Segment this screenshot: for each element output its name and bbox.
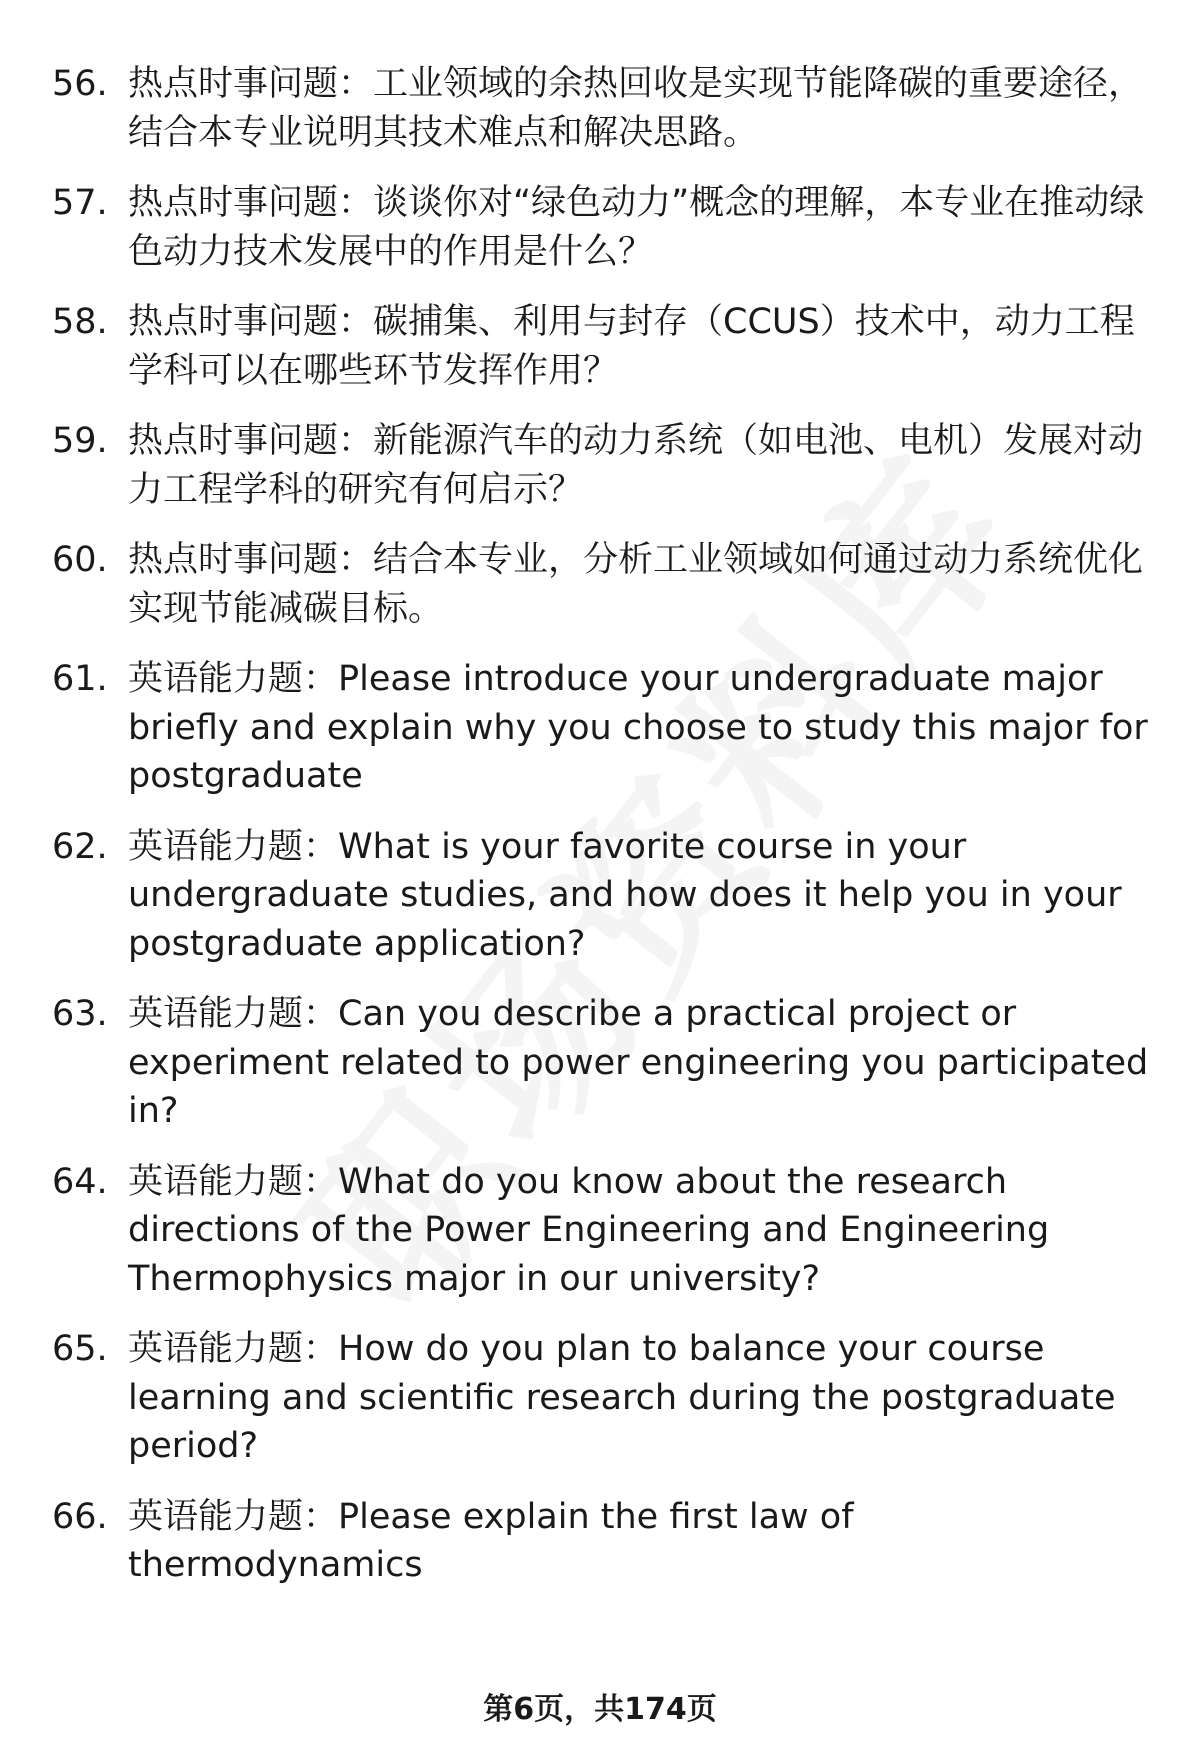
question-text (128, 417, 1152, 514)
question-item (52, 823, 1152, 969)
question-item (52, 990, 1152, 1136)
question-content: 新能源汽车的动力系统（如电池、电机）发展对动力工程学科的研究有何启示？ (128, 421, 1144, 510)
question-text (128, 1325, 1152, 1471)
question-number: 57. (52, 183, 108, 223)
question-category: 热点时事问题： (128, 540, 374, 580)
question-list (52, 60, 1152, 1590)
question-text (128, 179, 1152, 276)
question-category: 英语能力题： (128, 1329, 339, 1369)
question-number: 59. (52, 421, 108, 461)
question-item (52, 1493, 1152, 1590)
question-content: How do you plan to balance your course learning and scientific research during the postgraduate period? (128, 1329, 1116, 1466)
question-number: 63. (52, 994, 108, 1034)
question-text (128, 990, 1152, 1136)
question-content: 碳捕集、利用与封存（CCUS）技术中，动力工程学科可以在哪些环节发挥作用？ (128, 302, 1135, 391)
question-item (52, 1325, 1152, 1471)
question-text (128, 1493, 1152, 1590)
question-content: 工业领域的余热回收是实现节能降碳的重要途径，结合本专业说明其技术难点和解决思路。 (128, 64, 1144, 153)
question-text (128, 536, 1152, 633)
question-number: 65. (52, 1329, 108, 1369)
question-item (52, 536, 1152, 633)
question-number: 61. (52, 659, 108, 699)
page-footer: 第6页，共174页 (483, 1692, 717, 1727)
question-item (52, 655, 1152, 801)
question-category: 热点时事问题： (128, 64, 374, 104)
question-content: 谈谈你对“绿色动力”概念的理解，本专业在推动绿色动力技术发展中的作用是什么？ (128, 183, 1145, 272)
question-number: 64. (52, 1161, 108, 1202)
question-category: 热点时事问题： (128, 183, 374, 223)
question-text (128, 298, 1152, 395)
question-text (128, 1158, 1152, 1304)
question-content: What is your favorite course in your undergraduate studies, and how does it help you in your postgraduate application? (128, 826, 1122, 964)
question-number: 66. (52, 1496, 108, 1537)
question-category: 热点时事问题： (128, 421, 374, 461)
question-category: 英语能力题： (128, 1161, 339, 1202)
question-category: 英语能力题： (128, 659, 339, 699)
question-item (52, 60, 1152, 157)
question-number: 62. (52, 826, 108, 867)
question-content: What do you know about the research directions of the Power Engineering and Engineering Thermophysics major in our university? (128, 1161, 1050, 1299)
question-content: Can you describe a practical project or experiment related to power engineering you participated in? (128, 994, 1149, 1131)
question-item (52, 179, 1152, 276)
question-number: 58. (52, 302, 108, 342)
question-category: 热点时事问题： (128, 302, 374, 342)
question-number: 60. (52, 540, 108, 580)
question-text (128, 655, 1152, 801)
question-item (52, 417, 1152, 514)
question-item (52, 298, 1152, 395)
question-number: 56. (52, 64, 108, 104)
question-content: 结合本专业，分析工业领域如何通过动力系统优化实现节能减碳目标。 (128, 540, 1144, 629)
question-text (128, 60, 1152, 157)
question-category: 英语能力题： (128, 1496, 339, 1537)
question-content: Please introduce your undergraduate major briefly and explain why you choose to study this major for postgraduate (128, 659, 1148, 796)
question-content: Please explain the first law of thermodynamics (128, 1496, 854, 1585)
question-text (128, 823, 1152, 969)
question-category: 英语能力题： (128, 826, 339, 867)
question-category: 英语能力题： (128, 994, 339, 1034)
question-item (52, 1158, 1152, 1304)
